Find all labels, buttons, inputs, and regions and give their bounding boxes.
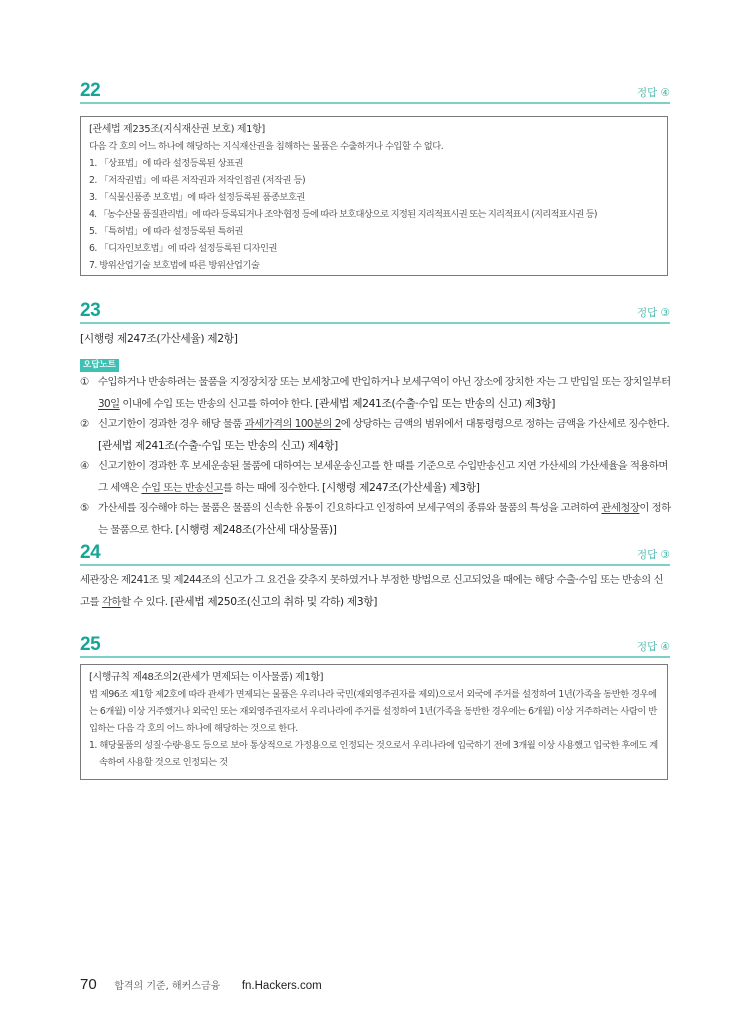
- law-excerpt-box: [80, 116, 668, 276]
- reference-citation: [관세법 제241조(수출·수입 또는 반송의 신고) 제4항]: [98, 439, 338, 452]
- circled-number: ①: [80, 376, 89, 388]
- answer-label: 정답 ④: [636, 87, 670, 99]
- answer-label: 정답 ③: [636, 307, 670, 319]
- reference-citation: [관세법 제241조(수출·수입 또는 반송의 신고) 제3항]: [315, 397, 556, 410]
- reference-citation: [시행령 제247조(가산세율) 제2항]: [80, 332, 238, 345]
- reference-citation: [시행령 제248조(가산세 대상물품)]: [175, 523, 337, 536]
- law-title: [시행규칙 제48조의2(관세가 면제되는 이사물품) 제1항]: [89, 672, 324, 683]
- law-item: 6. 「디자인보호법」에 따라 설정등록된 디자인권: [89, 243, 277, 254]
- note-item-1: ① 수입하거나 반송하려는 물품을 지정장치장 또는 보세창고에 반입하거나 보세구역이 아닌 장소에 장치한 자는 그 반입일 또는 장치일부터 30일 이내에 수입 또는 반송의 신고를 하여야 한다. [관세법 제241조(수출·수입 또는 반송의 신고) 제3항]: [80, 372, 672, 415]
- reference-citation: [시행령 제247조(가산세율) 제3항]: [322, 481, 480, 494]
- circled-number: ②: [80, 418, 89, 430]
- law-item: 1. 「상표법」에 따라 설정등록된 상표권: [89, 158, 244, 169]
- note-item-2: ② 신고기한이 경과한 경우 해당 물품 과세가격의 100분의 2에 상당하는 금액의 범위에서 대통령령으로 정하는 금액을 가산세로 징수한다. [관세법 제241조(수출·수입 또는 반송의 신고) 제4항]: [80, 414, 672, 457]
- law-item: 4. 「농수산물 품질관리법」에 따라 등록되거나 조약·협정 등에 따라 보호대상으로 지정된 지리적표시권 또는 지리적표시 (지리적표시권 등): [89, 209, 597, 220]
- law-item: 2. 「저작권법」에 따른 저작권과 저작인접권 (저작권 등): [89, 175, 306, 186]
- circled-number: ④: [80, 460, 89, 472]
- law-intro: 다음 각 호의 어느 하나에 해당하는 지식재산권을 침해하는 물품은 수출하거나 수입할 수 없다.: [89, 141, 444, 152]
- wrong-answer-note-badge: 오답노트: [80, 359, 119, 372]
- law-item: 7. 방위산업기술 보호법에 따른 방위산업기술: [89, 260, 260, 271]
- answer-label: 정답 ③: [636, 549, 670, 561]
- question-24-header: [80, 542, 670, 566]
- reference-citation: [관세법 제250조(신고의 취하 및 각하) 제3항]: [170, 595, 378, 608]
- note-item-4: ④ 신고기한이 경과한 후 보세운송된 물품에 대하여는 보세운송신고를 한 때를 기준으로 수입반송신고 지연 가산세의 가산세율을 적용하며 그 세액은 수입 또는 반송신고를 하는 때에 징수한다. [시행령 제247조(가산세율) 제3항]: [80, 456, 672, 499]
- footer-slogan: 합격의 기준, 해커스금융: [114, 981, 221, 992]
- question-number: 22: [80, 80, 101, 101]
- question-number: 25: [80, 634, 101, 655]
- circled-number: ⑤: [80, 502, 89, 514]
- answer-label: 정답 ④: [636, 641, 670, 653]
- footer-site-url: fn.Hackers.com: [241, 980, 322, 992]
- law-item: 1. 해당물품의 성질·수량·용도 등으로 보아 통상적으로 가정용으로 인정되는 것으로서 우리나라에 입국하기 전에 3개월 이상 사용했고 입국한 후에도 계속하여 사용할 것으로 인정되는 것: [89, 740, 658, 768]
- law-title: [관세법 제235조(지식재산권 보호) 제1항]: [89, 124, 265, 135]
- question-number: 23: [80, 300, 101, 321]
- law-item: 5. 「특허법」에 따라 설정등록된 특허권: [89, 226, 244, 237]
- explanation-text: 세관장은 제241조 및 제244조의 신고가 그 요건을 갖추지 못하였거나 부정한 방법으로 신고되었을 때에는 해당 수출·수입 또는 반송의 신고를 각하할 수 있다. [관세법 제250조(신고의 취하 및 각하) 제3항]: [80, 574, 664, 608]
- question-25-header: [80, 634, 670, 658]
- question-23-header: [80, 300, 670, 324]
- law-item: 3. 「식물신품종 보호법」에 따라 설정등록된 품종보호권: [89, 192, 305, 203]
- page-number: 70: [80, 976, 97, 993]
- page-footer: [80, 976, 322, 993]
- question-number: 24: [80, 542, 101, 563]
- law-excerpt-box: [80, 664, 668, 780]
- question-22-header: [80, 80, 670, 104]
- law-intro: 법 제96조 제1항 제2호에 따라 관세가 면제되는 물품은 우리나라 국민(재외영주권자를 제외)으로서 외국에 주거를 설정하여 1년(가족을 동반한 경우에는 6개월) 이상 거주했거나 외국인 또는 재외영주권자로서 우리나라에 주거를 설정하여 1년(가족을 동반한 경우에는 6개월) 이상 거주하려는 사람이 반입하는 다음 각 호의 어느 하나에 해당하는 것으로 한다.: [89, 689, 657, 734]
- note-item-5: ⑤ 가산세를 징수해야 하는 물품은 물품의 신속한 유통이 긴요하다고 인정하여 보세구역의 종류와 물품의 특성을 고려하여 관세청장이 정하는 물품으로 한다. [시행령 제248조(가산세 대상물품)]: [80, 498, 672, 541]
